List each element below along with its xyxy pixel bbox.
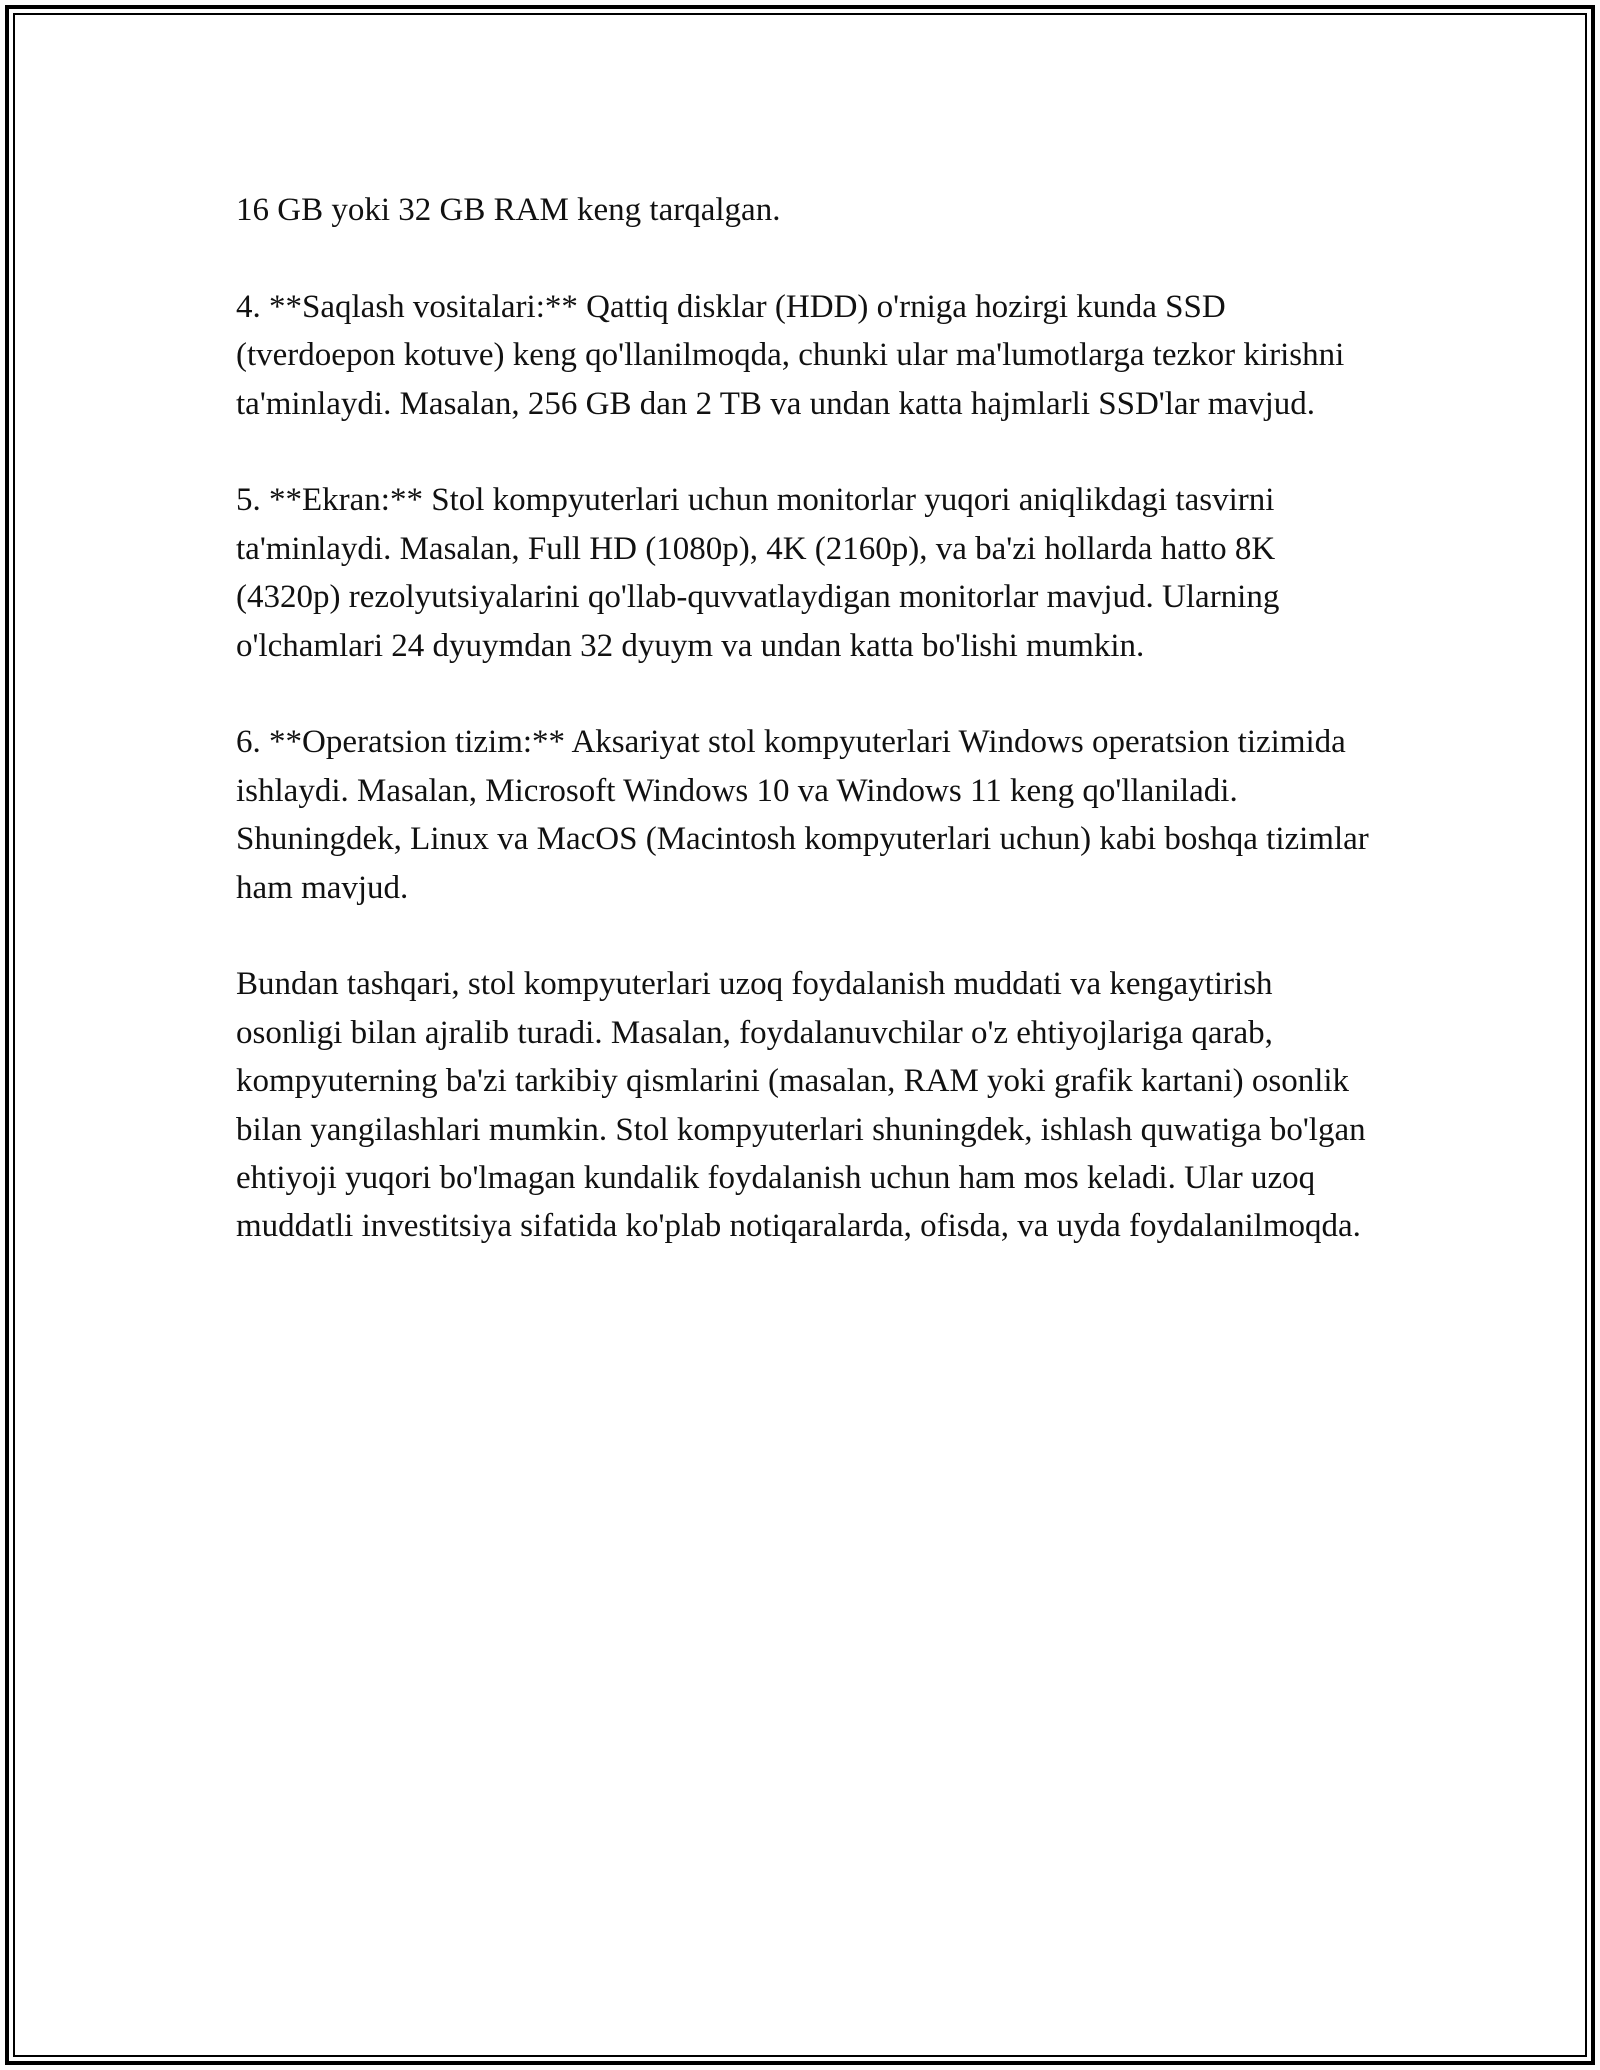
paragraph-conclusion: Bundan tashqari, stol kompyuterlari uzoq foydalanish muddati va kengaytirish osonligi bilan ajralib turadi. Masalan, foydalanuvchilar o'z ehtiyojlariga qarab, kompyuterning ba'zi tarkibiy qismlarini (masalan, RAM yoki grafik kartani) osonlik bilan yangilashlari mumkin. Stol kompyuterlari shuningdek, ishlash quwatiga bo'lgan ehtiyoji yuqori bo'lmagan kundalik foydalanish uchun ham mos keladi. Ular uzoq muddatli investitsiya sifatida ko'plab notiqaralarda, ofisda, va uyda foydalanilmoqda. [236,966,1366,1245]
document-body [236,186,1376,1299]
paragraph-display: 5. **Ekran:** Stol kompyuterlari uchun monitorlar yuqori aniqlikdagi tasvirni ta'minlaydi. Masalan, Full HD (1080p), 4K (2160p), va ba'zi hollarda hatto 8K (4320p) rezolyutsiyalarini qo'llab-quvvatlaydigan monitorlar mavjud. Ularning o'lchamlari 24 dyuymdan 32 dyuym va undan katta bo'lishi mumkin. [236,482,1280,664]
paragraph-operating-system: 6. **Operatsion tizim:** Aksariyat stol kompyuterlari Windows operatsion tizimida ishlaydi. Masalan, Microsoft Windows 10 va Windows 11 keng qo'llaniladi. Shuningdek, Linux va MacOS (Macintosh kompyuterlari uchun) kabi boshqa tizimlar ham mavjud. [236,724,1369,906]
paragraph-storage: 4. **Saqlash vositalari:** Qattiq disklar (HDD) o'rniga hozirgi kunda SSD (tverdoepon kotuve) keng qo'llanilmoqda, chunki ular ma'lumotlarga tezkor kirishni ta'minlaydi. Masalan, 256 GB dan 2 TB va undan katta hajmlarli SSD'lar mavjud. [236,288,1345,422]
paragraph-ram-continuation: 16 GB yoki 32 GB RAM keng tarqalgan. [236,192,781,228]
